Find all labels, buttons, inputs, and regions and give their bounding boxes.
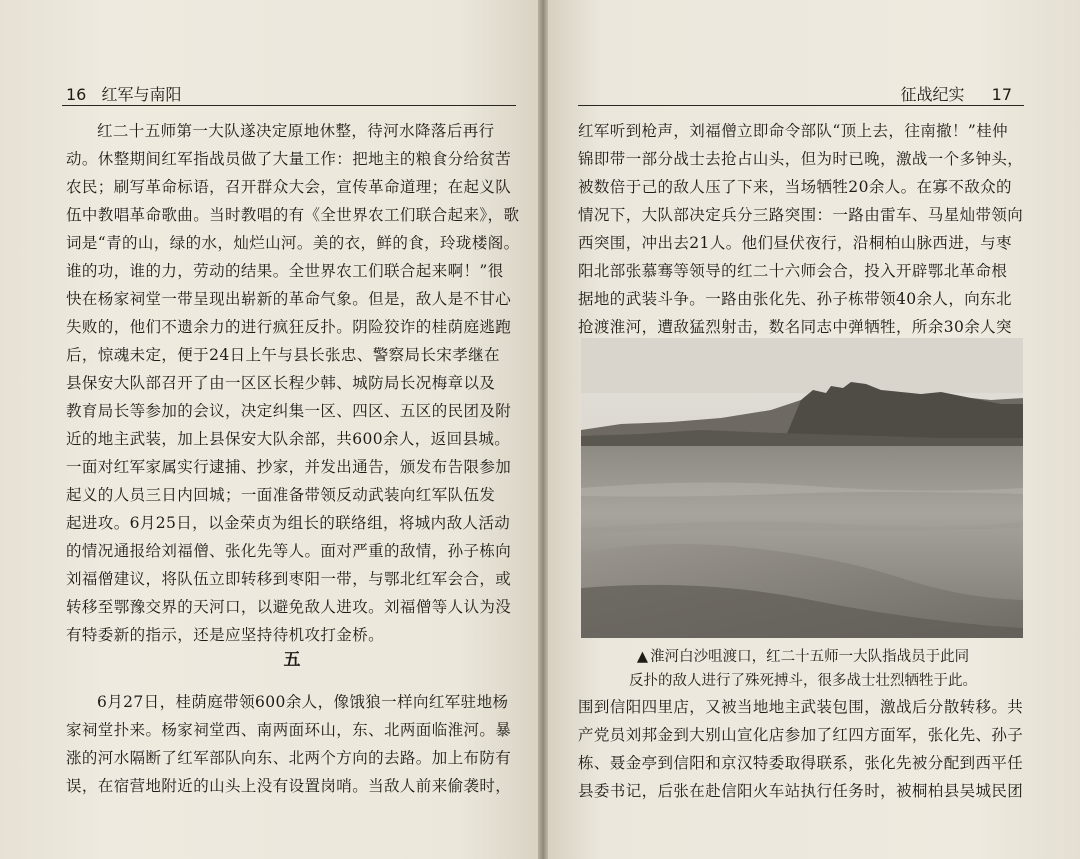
text-line: 的情况通报给刘福僧、张化先等人。面对严重的敌情，孙子栋向: [66, 542, 512, 560]
caption-line: [588, 645, 1018, 669]
photo-illustration: [581, 338, 1023, 638]
text-line: 产党员刘邦金到大别山宣化店参加了红四方面军，张化先、孙子: [578, 726, 1024, 744]
text-line: 抢渡淮河，遭敌猛烈射击，数名同志中弹牺牲，所余30余人突: [578, 318, 1012, 336]
caption-text: 淮河白沙咀渡口，红二十五师一大队指战员于此同: [650, 649, 970, 665]
text-line: 刘福僧建议，将队伍立即转移到枣阳一带，与鄂北红军会合，或: [66, 570, 512, 588]
caption-marker: ▲: [636, 649, 649, 665]
text-line: 失败的，他们不遗余力的进行疯狂反扑。阴险狡诈的桂荫庭逃跑: [66, 318, 512, 336]
river-ferry-photo: [581, 338, 1023, 638]
text-line: 阳北部张慕骞等领导的红二十六师会合，投入开辟鄂北革命根: [578, 262, 1008, 280]
text-line: 动。休整期间红军指战员做了大量工作：把地主的粮食分给贫苦: [66, 150, 512, 168]
text-line: 据地的武装斗争。一路由张化先、孙子栋带领40余人，向东北: [578, 290, 1012, 308]
text-line: 县委书记，后张在赴信阳火车站执行任务时，被桐柏县吴城民团: [578, 782, 1024, 800]
text-line: 农民；刷写革命标语，召开群众大会，宣传革命道理；在起义队: [66, 178, 512, 196]
text-line: 词是“青的山，绿的水，灿烂山河。美的衣，鲜的食，玲珑楼阁。: [66, 234, 520, 252]
right-page-number: 17: [991, 85, 1012, 104]
right-page-header: [572, 84, 1022, 106]
left-running-title: 红军与南阳: [101, 85, 182, 104]
photo-caption: [588, 645, 1018, 693]
text-line: 后，惊魂未定，便于24日上午与县长张忠、警察局长宋孝继在: [66, 346, 500, 364]
text-line: 围到信阳四里店，又被当地地主武装包围，激战后分散转移。共: [578, 698, 1024, 716]
text-line: 6月27日，桂荫庭带领600余人，像饿狼一样向红军驻地杨: [97, 693, 509, 711]
text-line: 起进攻。6月25日，以金荣贞为组长的联络组，将城内敌人活动: [66, 514, 511, 532]
text-line: 情况下，大队部决定兵分三路突围：一路由雷车、马星灿带领向: [578, 206, 1024, 224]
text-line: 转移至鄂豫交界的天河口，以避免敌人进攻。刘福僧等人认为没: [66, 598, 512, 616]
text-line: 谁的功，谁的力，劳动的结果。全世界农工们联合起来啊！”很: [66, 262, 504, 280]
right-page: [548, 0, 1080, 859]
left-paragraph-2: [66, 688, 518, 800]
left-header-rule: [62, 105, 516, 106]
text-line: 锦即带一部分战士去抢占山头，但为时已晚，激战一个多钟头，: [578, 150, 1024, 168]
caption-line: 反扑的敌人进行了殊死搏斗，很多战士壮烈牺牲于此。: [629, 673, 977, 689]
text-line: 家祠堂扑来。杨家祠堂西、南两面环山，东、北两面临淮河。暴: [66, 721, 512, 739]
text-line: 起义的人员三日内回城；一面准备带领反动武装向红军队伍发: [66, 486, 496, 504]
left-page-header: [66, 84, 516, 106]
text-line: 一面对红军家属实行逮捕、抄家，并发出通告，颁发布告限参加: [66, 458, 512, 476]
right-header-rule: [578, 105, 1024, 106]
right-running-title: 征战纪实: [900, 85, 965, 104]
text-line: 近的地主武装，加上县保安大队余部，共600余人，返回县城。: [66, 430, 511, 448]
text-line: 快在杨家祠堂一带呈现出崭新的革命气象。但是，敌人是不甘心: [66, 290, 512, 308]
text-line: 红军听到枪声，刘福僧立即命令部队“顶上去，往南撤！”桂仲: [578, 122, 1009, 140]
section-heading: 五: [283, 650, 301, 670]
text-line: 有特委新的指示，还是应坚持待机攻打金桥。: [66, 626, 385, 644]
right-paragraph-1: [578, 117, 1026, 341]
text-line: 涨的河水隔断了红军部队向东、北两个方向的去路。加上布防有: [66, 749, 512, 767]
left-paragraph-1: [66, 117, 518, 649]
right-paragraph-2: [578, 693, 1026, 805]
text-line: 县保安大队部召开了由一区区长程少韩、城防局长况梅章以及: [66, 374, 496, 392]
text-line: 被数倍于己的敌人压了下来，当场牺牲20余人。在寡不敌众的: [578, 178, 1012, 196]
text-line: 教育局长等参加的会议，决定纠集一区、四区、五区的民团及附: [66, 402, 512, 420]
text-line: 栋、聂金亭到信阳和京汉特委取得联系，张化先被分配到西平任: [578, 754, 1024, 772]
text-line: 红二十五师第一大队遂决定原地休整，待河水降落后再行: [97, 122, 495, 140]
text-line: 伍中教唱革命歌曲。当时教唱的有《全世界农工们联合起来》，歌: [66, 206, 520, 224]
left-page-number: 16: [66, 85, 87, 104]
text-line: 西突围，冲出去21人。他们昼伏夜行，沿桐柏山脉西进，与枣: [578, 234, 1012, 252]
text-line: 误，在宿营地附近的山头上没有设置岗哨。当敌人前来偷袭时，: [66, 777, 512, 795]
